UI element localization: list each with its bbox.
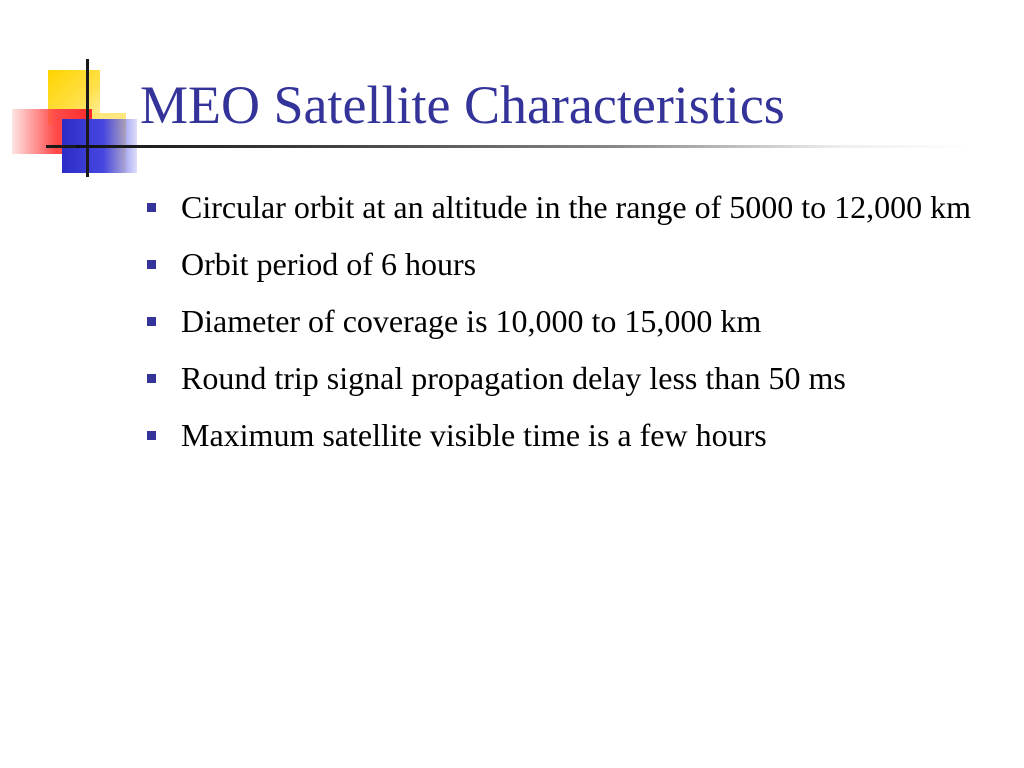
bullet-item [140,241,1000,288]
title-divider [76,145,976,148]
bullet-text: Orbit period of 6 hours [181,246,477,282]
square-bullet-icon [147,260,156,269]
bullet-text: Round trip signal propagation delay less than 50 ms [181,360,846,396]
square-bullet-icon [147,431,156,440]
logo-vertical-line [86,59,89,177]
bullet-item [140,412,1000,459]
bullet-text: Diameter of coverage is 10,000 to 15,000 km [181,303,762,339]
square-bullet-icon [147,374,156,383]
bullet-text: Maximum satellite visible time is a few hours [181,417,767,453]
bullet-item [140,184,1000,231]
bullet-text: Circular orbit at an altitude in the range of 5000 to 12,000 km [181,189,972,225]
bullet-item [140,355,1000,402]
square-bullet-icon [147,317,156,326]
decorative-logo-icon [10,55,140,180]
square-bullet-icon [147,203,156,212]
slide-title: MEO Satellite Characteristics [140,75,785,135]
bullet-list [140,184,1000,469]
bullet-item [140,298,1000,345]
